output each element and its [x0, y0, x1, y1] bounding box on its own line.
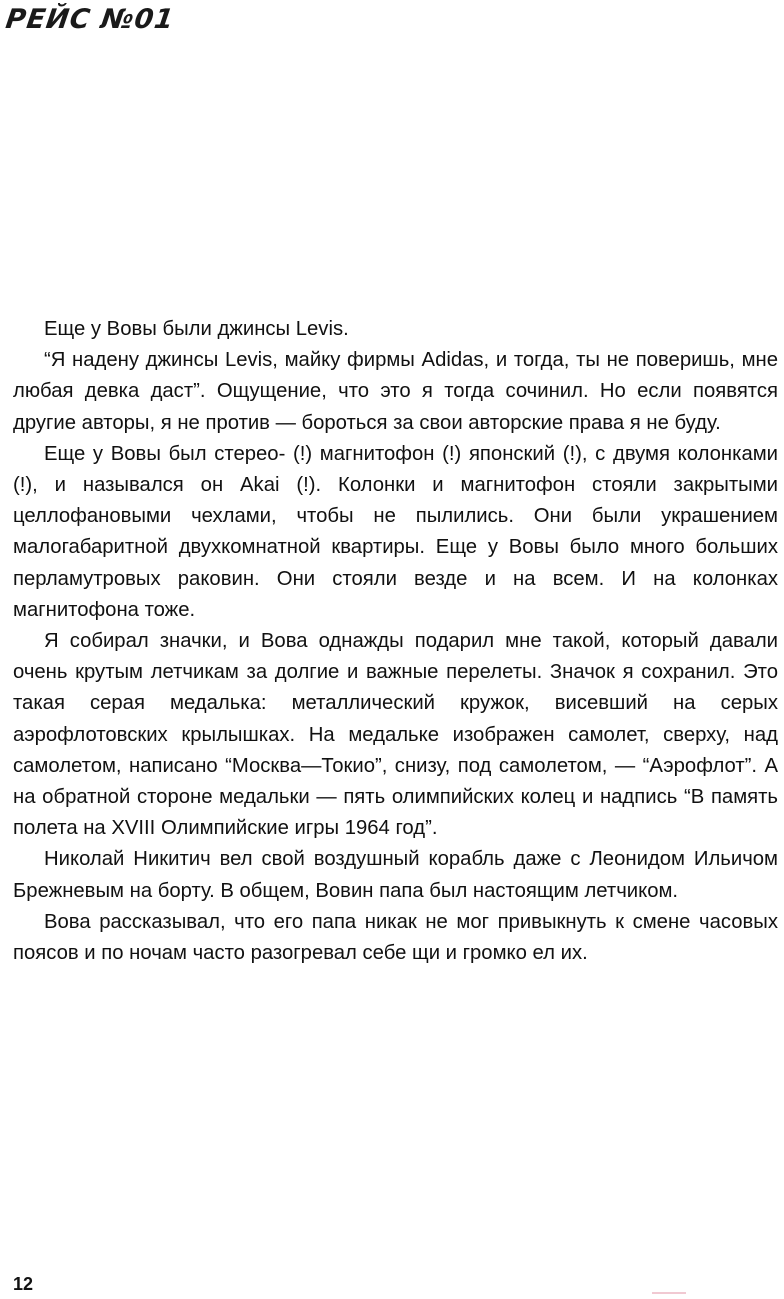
paragraph: Еще у Вовы были джинсы Levis. [44, 318, 349, 340]
paragraph: Николай Никитич вел свой воздушный корабль даже с Леонидом Ильичом Брежневым на борту. В общем, Вовин папа был настоящим летчиком. [13, 848, 778, 902]
paragraph: Еще у Вовы был стерео- (!) магнитофон (!) японский (!), с двумя колонками (!), и назывался он Akai (!). Колонки и магнитофон стояли закрытыми целлофановыми чехлами, чтобы не пылились. Они были украшением малогабаритной двухкомнатной квартиры. Еще у Вовы было много больших перламутровых раковин. Они стояли везде и на всем. И на колонках магнитофона тоже. [13, 442, 778, 621]
page-number: 12 [13, 1274, 34, 1294]
paragraph: “Я надену джинсы Levis, майку фирмы Adidas, и тогда, ты не поверишь, мне любая девка даст”. Ощущение, что это я тогда сочинил. Но если появятся другие авторы, я не против — бороться за свои авторские права я не буду. [13, 349, 778, 434]
body-text [13, 314, 778, 969]
running-head-title: РЕЙС №01 [3, 4, 177, 35]
paragraph: Вова рассказывал, что его папа никак не мог привыкнуть к смене часовых поясов и по ночам часто разогревал себе щи и громко ел их. [13, 910, 778, 965]
print-mark [652, 1292, 686, 1294]
paragraph: Я собирал значки, и Вова однажды подарил мне такой, который давали очень крутым летчикам за долгие и важные перелеты. Значок я сохранил. Это такая серая медалька: металлический кружок, висевший на серых аэрофлотовских крылышках. На медальке изображен самолет, сверху, над самолетом, написано “Москва—Токио”, снизу, под самолетом, — “Аэрофлот”. А на обратной стороне медальки — пять олимпийских колец и надпись “В память полета на XVIII Олимпийские игры 1964 год”. [13, 630, 778, 840]
